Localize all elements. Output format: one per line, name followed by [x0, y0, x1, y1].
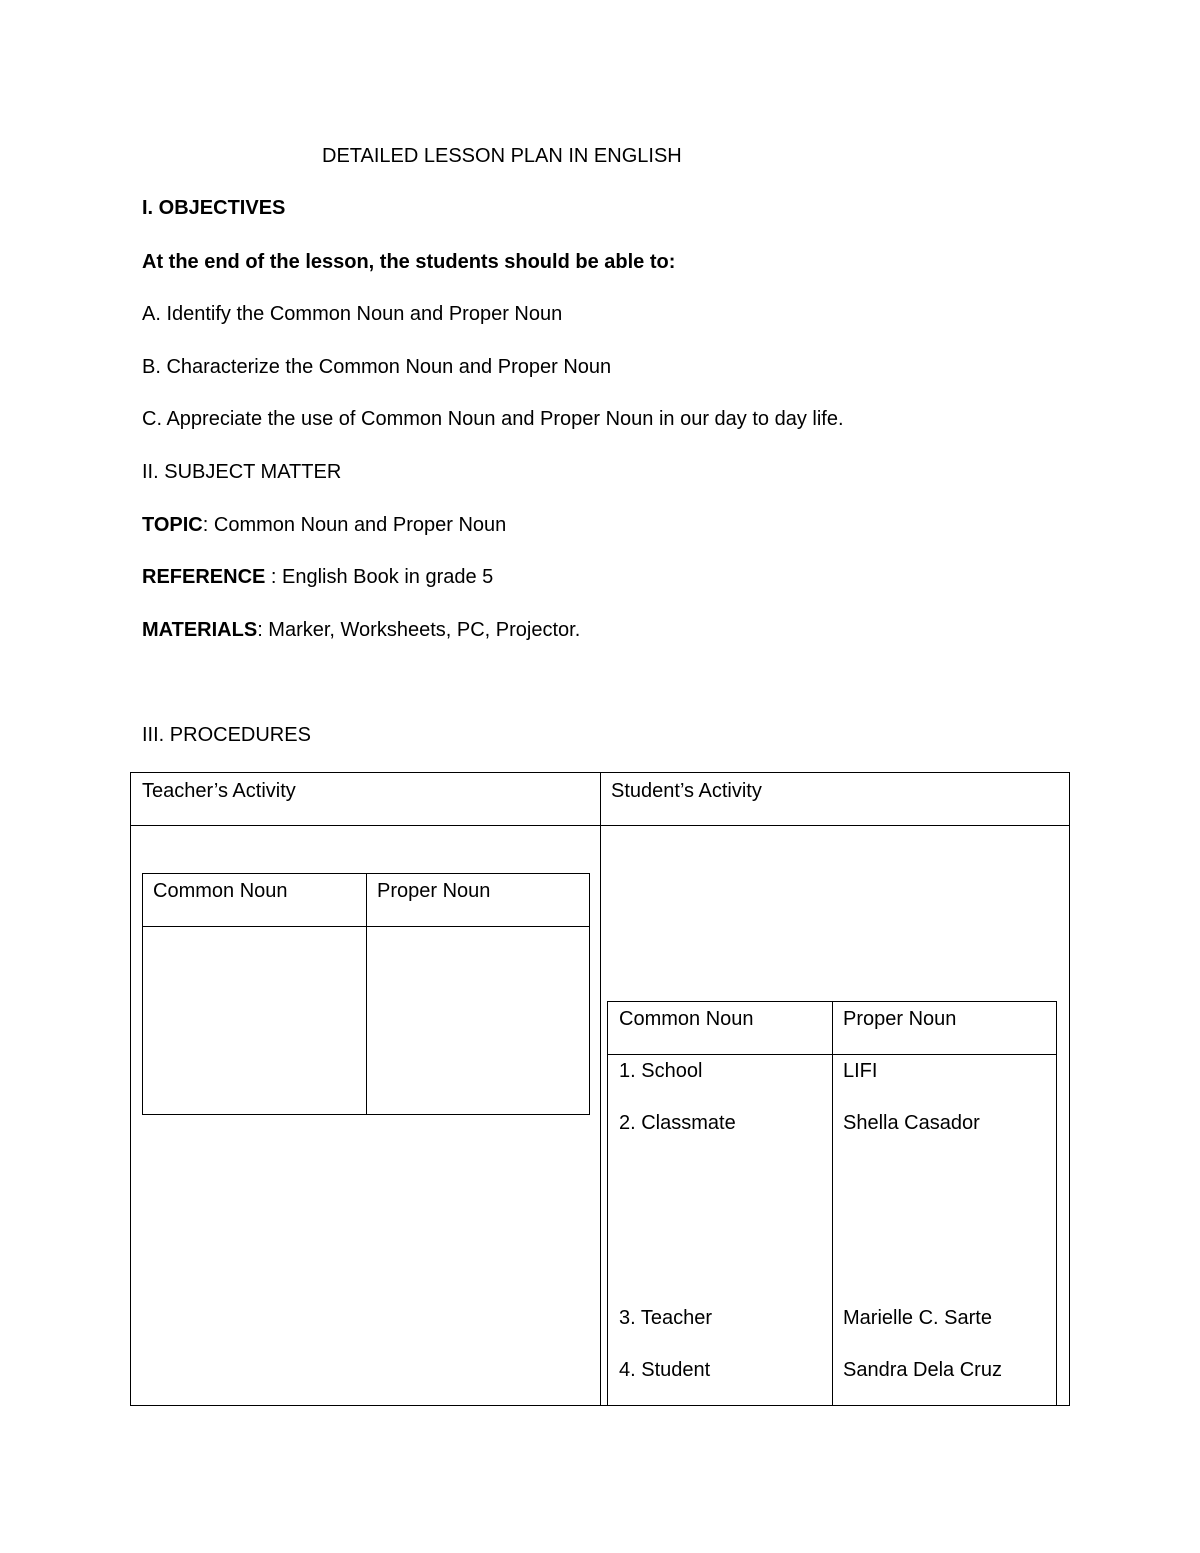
- table-row-4-common: 4. Student: [619, 1359, 711, 1381]
- procedures-column-divider: [600, 773, 601, 1405]
- student-table-header-divider: [608, 1054, 1056, 1055]
- teacher-activity-header: Teacher’s Activity: [142, 780, 296, 802]
- table-row-1-common: 1. School: [619, 1060, 703, 1082]
- topic-label: TOPIC: [142, 514, 203, 536]
- student-activity-header: Student’s Activity: [611, 780, 762, 802]
- topic-line: [142, 513, 506, 537]
- table-row-2-common: 2. Classmate: [619, 1112, 736, 1134]
- teacher-table-header-divider: [143, 926, 589, 927]
- objectives-intro: At the end of the lesson, the students should be able to:: [142, 251, 676, 273]
- materials-value: : Marker, Worksheets, PC, Projector.: [257, 619, 581, 641]
- materials-line: [142, 618, 580, 642]
- table-row-2-proper: Shella Casador: [843, 1112, 980, 1134]
- table-row-4-proper: Sandra Dela Cruz: [843, 1359, 1002, 1381]
- document-title: DETAILED LESSON PLAN IN ENGLISH: [322, 145, 682, 167]
- topic-value: : Common Noun and Proper Noun: [202, 514, 507, 536]
- student-table-col-common: Common Noun: [619, 1008, 754, 1030]
- procedures-heading: III. PROCEDURES: [142, 724, 311, 746]
- reference-label: REFERENCE: [142, 566, 266, 588]
- teacher-table-col-common: Common Noun: [153, 880, 288, 902]
- procedures-header-divider: [131, 825, 1069, 826]
- subject-matter-heading: II. SUBJECT MATTER: [142, 461, 342, 483]
- objective-b: B. Characterize the Common Noun and Proper Noun: [142, 356, 612, 378]
- table-row-3-common: 3. Teacher: [619, 1307, 713, 1329]
- table-row-1-proper: LIFI: [843, 1060, 878, 1082]
- reference-value: : English Book in grade 5: [265, 566, 494, 588]
- teacher-table-col-proper: Proper Noun: [377, 880, 491, 902]
- student-table-col-proper: Proper Noun: [843, 1008, 957, 1030]
- student-table-column-divider: [832, 1002, 833, 1405]
- objectives-heading: I. OBJECTIVES: [142, 197, 286, 219]
- reference-line: [142, 565, 493, 589]
- materials-label: MATERIALS: [142, 619, 258, 641]
- table-row-3-proper: Marielle C. Sarte: [843, 1307, 992, 1329]
- objective-a: A. Identify the Common Noun and Proper Noun: [142, 303, 563, 325]
- objective-c: C. Appreciate the use of Common Noun and Proper Noun in our day to day life.: [142, 408, 844, 430]
- teacher-table-column-divider: [366, 874, 367, 1114]
- student-noun-table: [607, 1001, 1057, 1406]
- teacher-noun-table: [142, 873, 590, 1115]
